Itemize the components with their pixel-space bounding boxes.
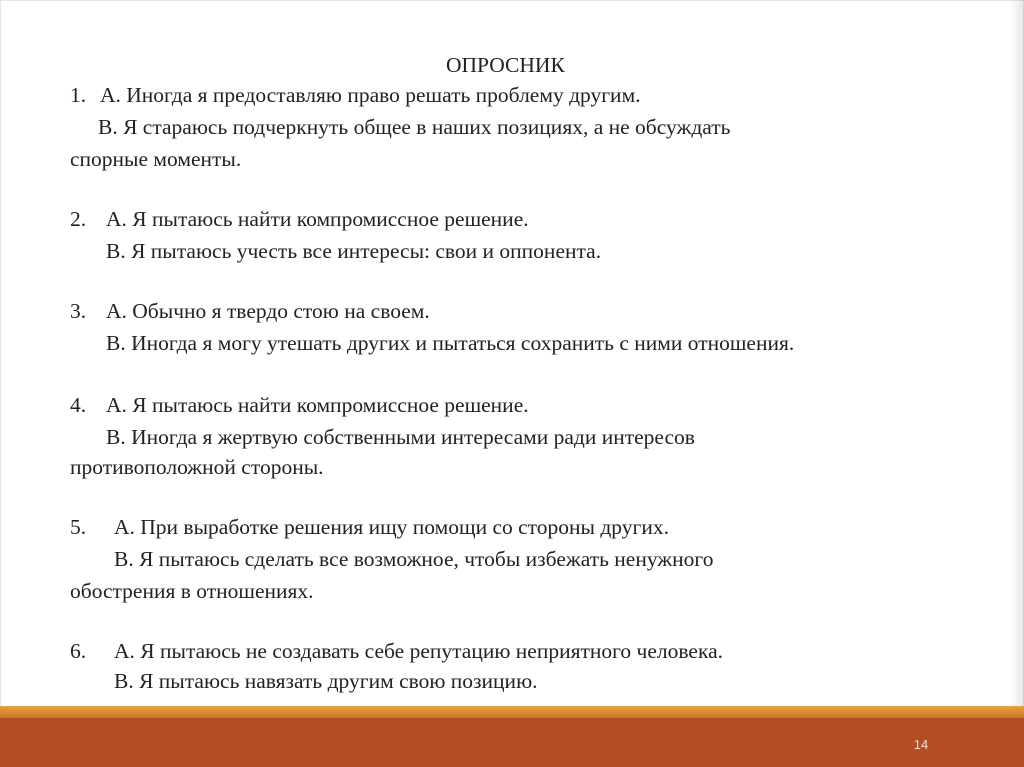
question-5-option-b-continuation: обострения в отношениях. bbox=[70, 579, 314, 603]
question-5-option-b: В. Я пытаюсь сделать все возможное, чтобы избежать ненужного bbox=[114, 547, 714, 571]
question-3-option-a: А. Обычно я твердо стою на своем. bbox=[106, 299, 430, 323]
question-5-option-a: А. При выработке решения ищу помощи со стороны других. bbox=[114, 515, 669, 539]
question-1-number: 1. bbox=[70, 83, 87, 107]
question-6-number: 6. bbox=[70, 639, 87, 663]
question-6-option-a: А. Я пытаюсь не создавать себе репутацию неприятного человека. bbox=[114, 639, 723, 663]
question-2-option-b: В. Я пытаюсь учесть все интересы: свои и оппонента. bbox=[106, 239, 602, 263]
footer-bar bbox=[0, 718, 1024, 767]
footer-accent-strip bbox=[0, 706, 1024, 718]
page-number: 14 bbox=[913, 737, 929, 752]
question-2-number: 2. bbox=[70, 207, 87, 231]
question-1-option-b-continuation: спорные моменты. bbox=[70, 147, 242, 171]
question-1-option-b: В. Я стараюсь подчеркнуть общее в наших позициях, а не обсуждать bbox=[98, 115, 731, 139]
question-1-option-a: А. Иногда я предоставляю право решать проблему другим. bbox=[100, 83, 641, 107]
question-4-number: 4. bbox=[70, 393, 87, 417]
question-6-option-b: В. Я пытаюсь навязать другим свою позицию. bbox=[114, 669, 538, 693]
question-3-number: 3. bbox=[70, 299, 87, 323]
page-title: ОПРОСНИК bbox=[446, 53, 565, 77]
question-2-option-a: А. Я пытаюсь найти компромиссное решение. bbox=[106, 207, 529, 231]
question-4-option-a: А. Я пытаюсь найти компромиссное решение. bbox=[106, 393, 529, 417]
slide-edge-shadow bbox=[1010, 0, 1024, 706]
question-5-number: 5. bbox=[70, 515, 87, 539]
question-4-option-b: В. Иногда я жертвую собственными интересами ради интересов bbox=[106, 425, 695, 449]
question-4-option-b-continuation: противоположной стороны. bbox=[70, 455, 324, 479]
question-3-option-b: В. Иногда я могу утешать других и пытаться сохранить с ними отношения. bbox=[106, 331, 795, 355]
